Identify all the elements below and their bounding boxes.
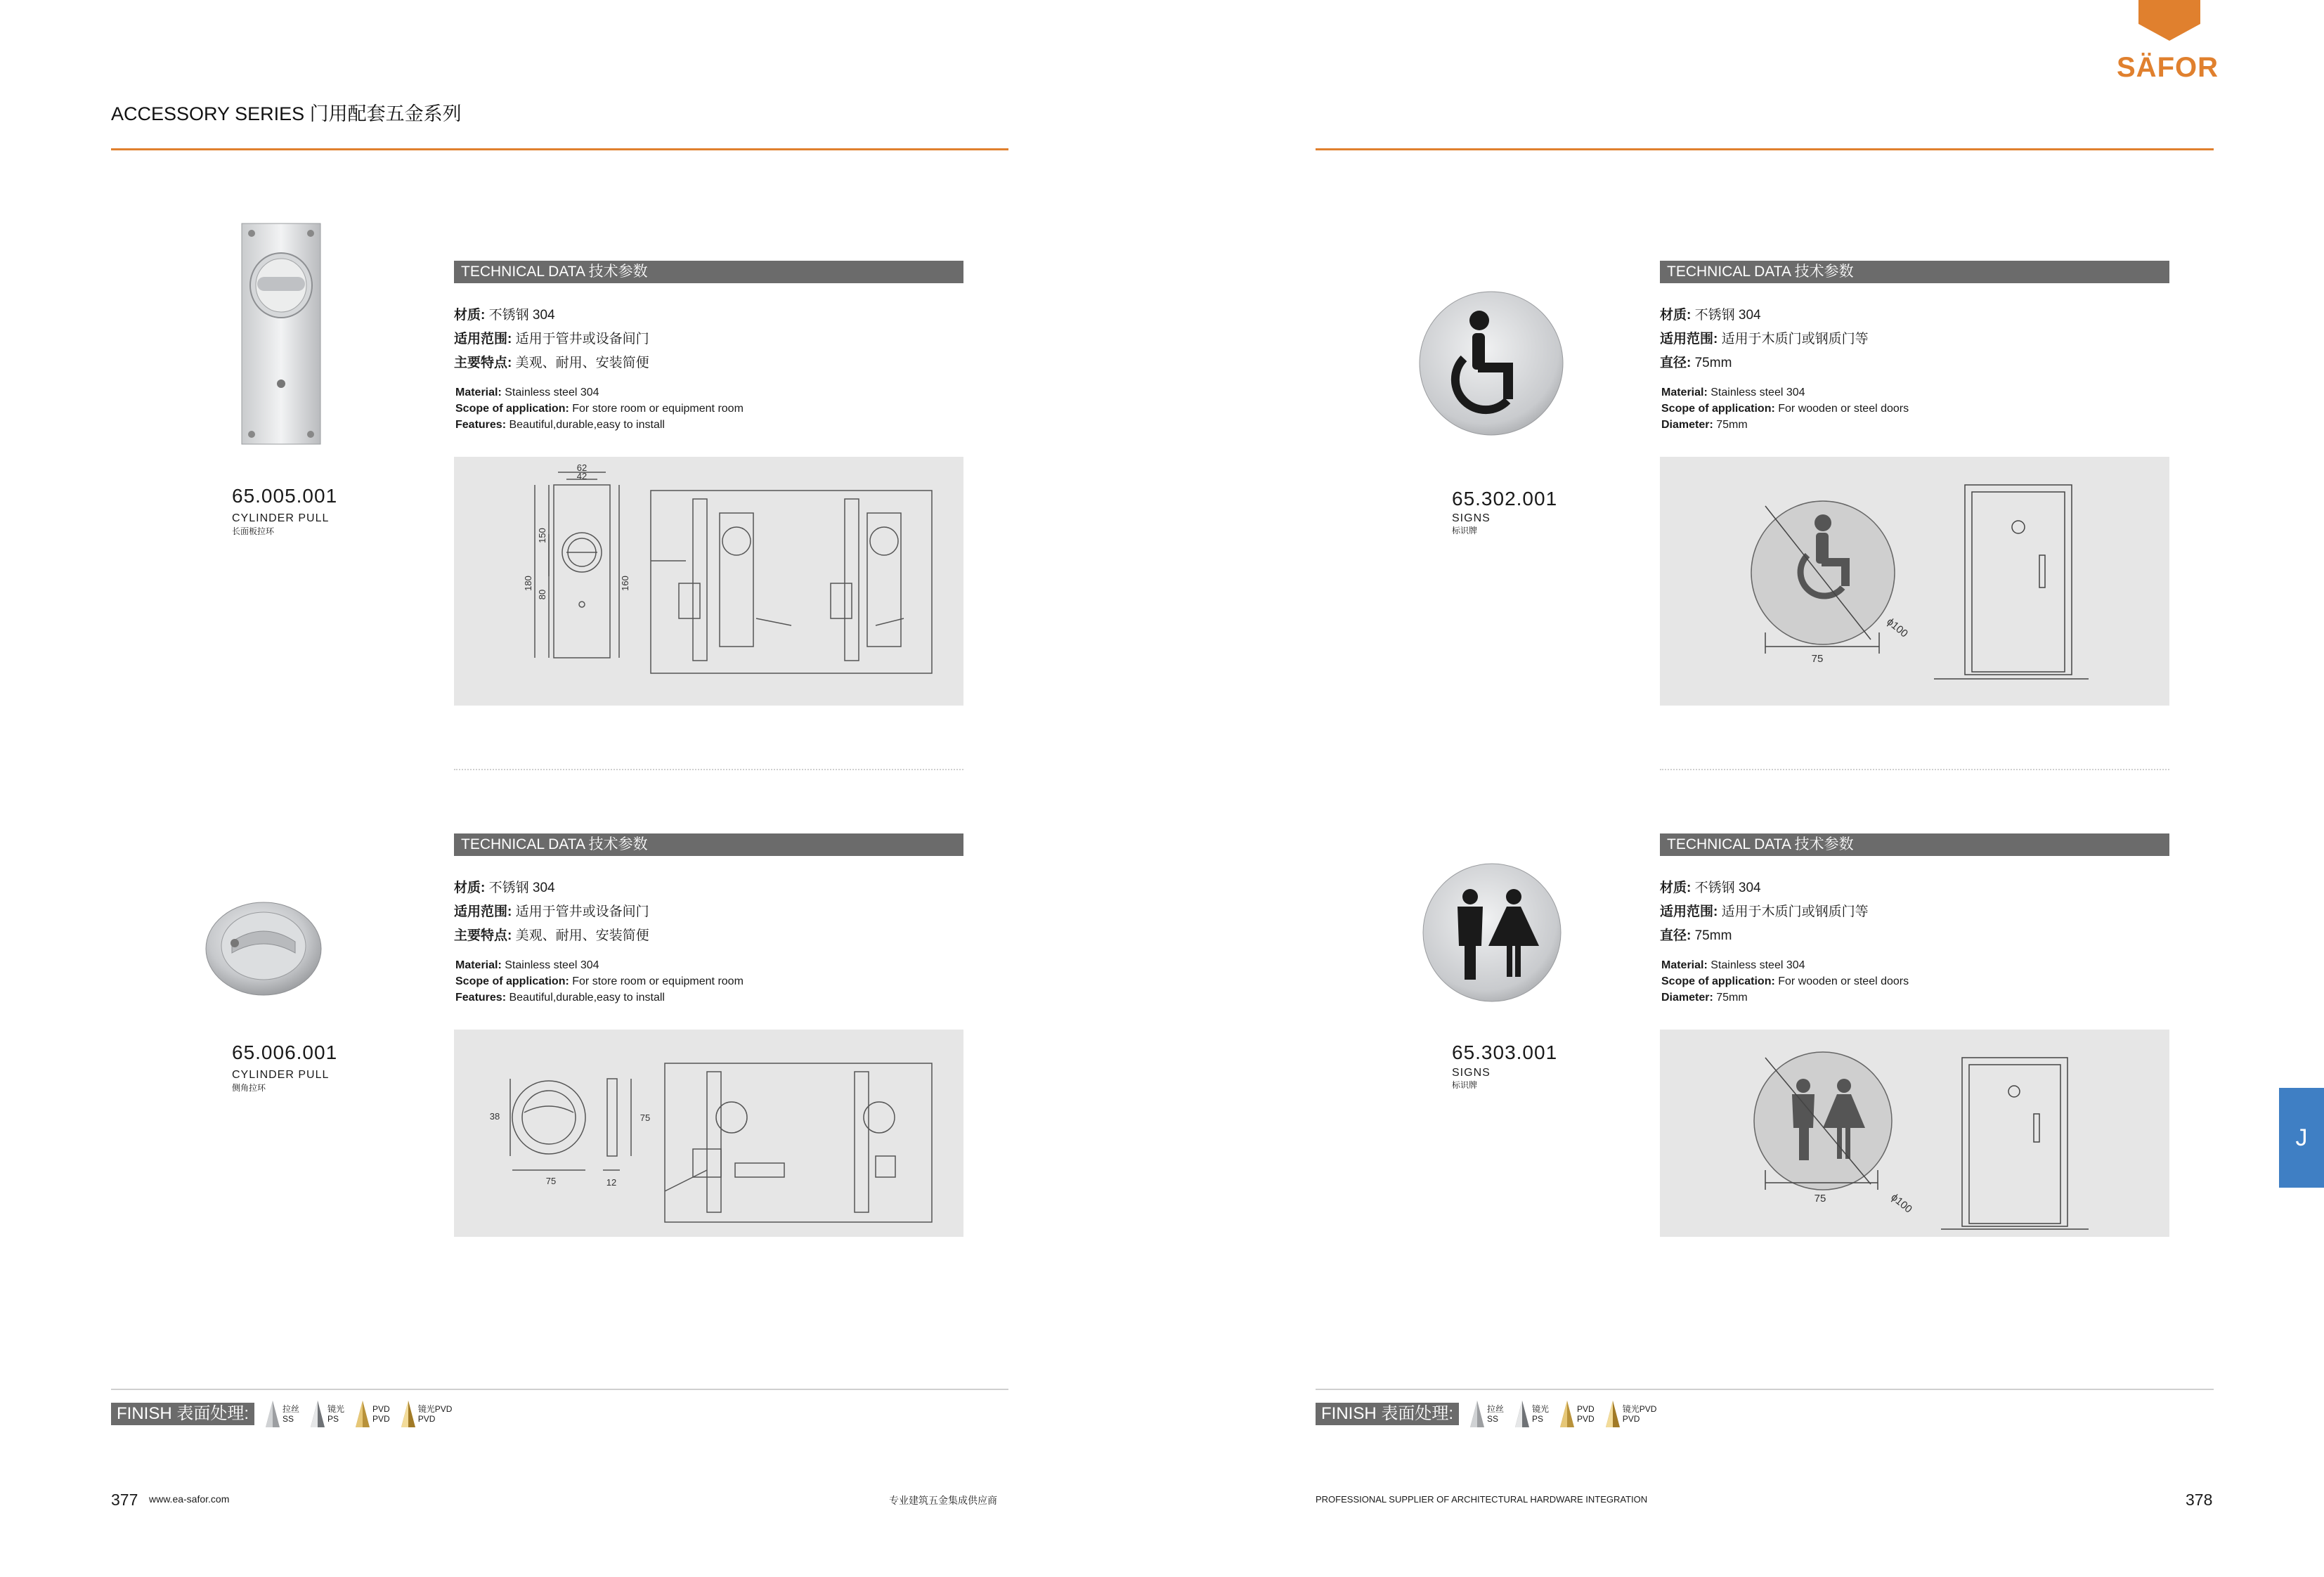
technical-drawing — [454, 1030, 963, 1237]
spec-line: Features: Beautiful,durable,easy to install — [455, 419, 665, 431]
page-number-left: 377 — [111, 1491, 138, 1509]
spec-line: Scope of application: For store room or equipment room — [455, 975, 744, 987]
product-name-cn: 标识牌 — [1452, 1080, 1478, 1090]
spec-line: Diameter: 75mm — [1661, 419, 1748, 431]
page-number-right: 378 — [2186, 1491, 2213, 1509]
finish-ss-icon — [1470, 1401, 1484, 1427]
technical-drawing — [1660, 457, 2169, 706]
product-photo-restroom-sign — [1421, 862, 1563, 1004]
spec-line: 适用范围: 适用于木质门或钢质门等 — [1660, 332, 1869, 346]
finish-item: PVD PVD — [356, 1401, 390, 1427]
specs-en — [1661, 957, 1909, 1006]
header-rule-left — [111, 148, 1008, 150]
dimension-labels — [490, 1111, 650, 1188]
technical-data-bar: TECHNICAL DATA 技术参数 — [454, 833, 963, 856]
product-name-en: CYLINDER PULL — [232, 512, 330, 524]
specs-en — [455, 384, 744, 433]
spec-line: 主要特点: 美观、耐用、安装简便 — [454, 928, 649, 943]
product-photo-long-plate-pull — [239, 222, 323, 447]
specs-cn — [454, 876, 649, 948]
dim-label: 80 — [537, 589, 547, 600]
finish-item: 镜光 PS — [311, 1401, 344, 1427]
spec-line: 材质: 不锈钢 304 — [454, 881, 555, 895]
dim-label: ϕ100 — [1888, 1191, 1914, 1216]
finish-label: FINISH 表面处理: — [1316, 1403, 1459, 1425]
spec-line: Material: Stainless steel 304 — [455, 387, 599, 398]
footer-slogan-en: PROFESSIONAL SUPPLIER OF ARCHITECTURAL HARDWARE INTEGRATION — [1316, 1494, 1648, 1505]
installation-diagram — [1660, 457, 2169, 706]
dim-label: 180 — [523, 576, 533, 591]
spec-line: 材质: 不锈钢 304 — [1660, 881, 1761, 895]
specs-cn — [1660, 876, 1869, 948]
technical-drawing — [1660, 1030, 2169, 1237]
dim-label: ϕ100 — [1884, 616, 1910, 640]
technical-data-bar: TECHNICAL DATA 技术参数 — [1660, 833, 2169, 856]
finish-row-left — [111, 1401, 452, 1427]
dim-label: 75 — [545, 1176, 557, 1186]
product-name-en: SIGNS — [1452, 1067, 1491, 1079]
finish-item: 镜光 PS — [1515, 1401, 1549, 1427]
finish-ps-icon — [311, 1401, 325, 1427]
spec-line: 直径: 75mm — [1660, 928, 1732, 943]
product-name-cn: 长面板拉环 — [232, 526, 275, 536]
product-code: 65.005.001 — [232, 485, 338, 507]
spec-line: 适用范围: 适用于木质门或钢质门等 — [1660, 904, 1869, 919]
specs-en — [1661, 384, 1909, 433]
product-name-en: CYLINDER PULL — [232, 1069, 330, 1081]
finish-rule-right — [1316, 1389, 2214, 1390]
finish-label: FINISH 表面处理: — [111, 1403, 254, 1425]
spec-line: 材质: 不锈钢 304 — [1660, 308, 1761, 323]
finish-row-right — [1316, 1401, 1656, 1427]
finish-item: 镜光PVD PVD — [401, 1401, 453, 1427]
finish-pvd-icon — [1560, 1401, 1574, 1427]
section-divider — [454, 769, 963, 770]
spec-line: 适用范围: 适用于管井或设备间门 — [454, 332, 649, 346]
dim-label: 75 — [1814, 1193, 1826, 1205]
spec-line: Material: Stainless steel 304 — [1661, 387, 1805, 398]
technical-drawing — [454, 457, 963, 706]
dimension-labels — [523, 462, 630, 599]
spec-line: Scope of application: For store room or equipment room — [455, 403, 744, 415]
spec-line: Diameter: 75mm — [1661, 992, 1748, 1004]
finish-item: 拉丝 SS — [1470, 1401, 1504, 1427]
spec-line: Features: Beautiful,durable,easy to install — [455, 992, 665, 1004]
website-link[interactable]: www.ea-safor.com — [149, 1493, 230, 1505]
product-name-cn: 标识牌 — [1452, 526, 1478, 536]
product-name-cn: 侧角拉环 — [232, 1083, 266, 1093]
dimension-labels — [1815, 1191, 1914, 1216]
technical-data-bar: TECHNICAL DATA 技术参数 — [454, 261, 963, 283]
spec-line: Material: Stainless steel 304 — [1661, 959, 1805, 971]
dim-label: 42 — [576, 471, 588, 481]
finish-ps-icon — [1515, 1401, 1529, 1427]
dim-label: 12 — [606, 1177, 617, 1188]
product-name-en: SIGNS — [1452, 512, 1491, 524]
finish-pvd-icon — [356, 1401, 370, 1427]
spec-line: 主要特点: 美观、耐用、安装简便 — [454, 356, 649, 370]
product-code: 65.303.001 — [1452, 1041, 1558, 1063]
section-divider — [1660, 769, 2169, 770]
product-photo-accessible-sign — [1417, 290, 1565, 437]
dim-label: 38 — [489, 1111, 500, 1122]
specs-en — [455, 957, 744, 1006]
spec-line: 材质: 不锈钢 304 — [454, 308, 555, 323]
brand-logo-mark — [2138, 0, 2200, 41]
dim-label: 150 — [537, 528, 547, 543]
dim-label: 62 — [576, 462, 588, 473]
footer-slogan-cn: 专业建筑五金集成供应商 — [889, 1495, 997, 1506]
spec-line: 适用范围: 适用于管井或设备间门 — [454, 904, 649, 919]
spec-line: Scope of application: For wooden or steel doors — [1661, 403, 1909, 415]
dim-label: 75 — [640, 1112, 651, 1123]
finish-mirror-pvd-icon — [1606, 1401, 1620, 1427]
spec-line: Scope of application: For wooden or steel doors — [1661, 975, 1909, 987]
finish-item: PVD PVD — [1560, 1401, 1595, 1427]
dim-label: 160 — [620, 576, 630, 591]
finish-ss-icon — [266, 1401, 280, 1427]
finish-item: 镜光PVD PVD — [1606, 1401, 1657, 1427]
header-rule-right — [1316, 148, 2214, 150]
installation-diagram — [454, 1030, 963, 1237]
brand-logo: SÄFOR — [2117, 52, 2219, 83]
dim-label: 75 — [1811, 653, 1824, 665]
specs-cn — [454, 304, 649, 375]
spec-line: 直径: 75mm — [1660, 356, 1732, 370]
specs-cn — [1660, 304, 1869, 375]
product-code: 65.302.001 — [1452, 488, 1558, 510]
section-tab-j[interactable]: J — [2279, 1088, 2324, 1188]
technical-data-bar: TECHNICAL DATA 技术参数 — [1660, 261, 2169, 283]
installation-diagram — [1660, 1030, 2169, 1237]
spec-line: Material: Stainless steel 304 — [455, 959, 599, 971]
finish-mirror-pvd-icon — [401, 1401, 415, 1427]
finish-rule-left — [111, 1389, 1008, 1390]
series-title: ACCESSORY SERIES 门用配套五金系列 — [111, 103, 462, 124]
finish-item: 拉丝 SS — [266, 1401, 299, 1427]
installation-diagram — [454, 457, 963, 706]
product-code: 65.006.001 — [232, 1041, 338, 1063]
product-photo-round-pull — [204, 893, 323, 998]
